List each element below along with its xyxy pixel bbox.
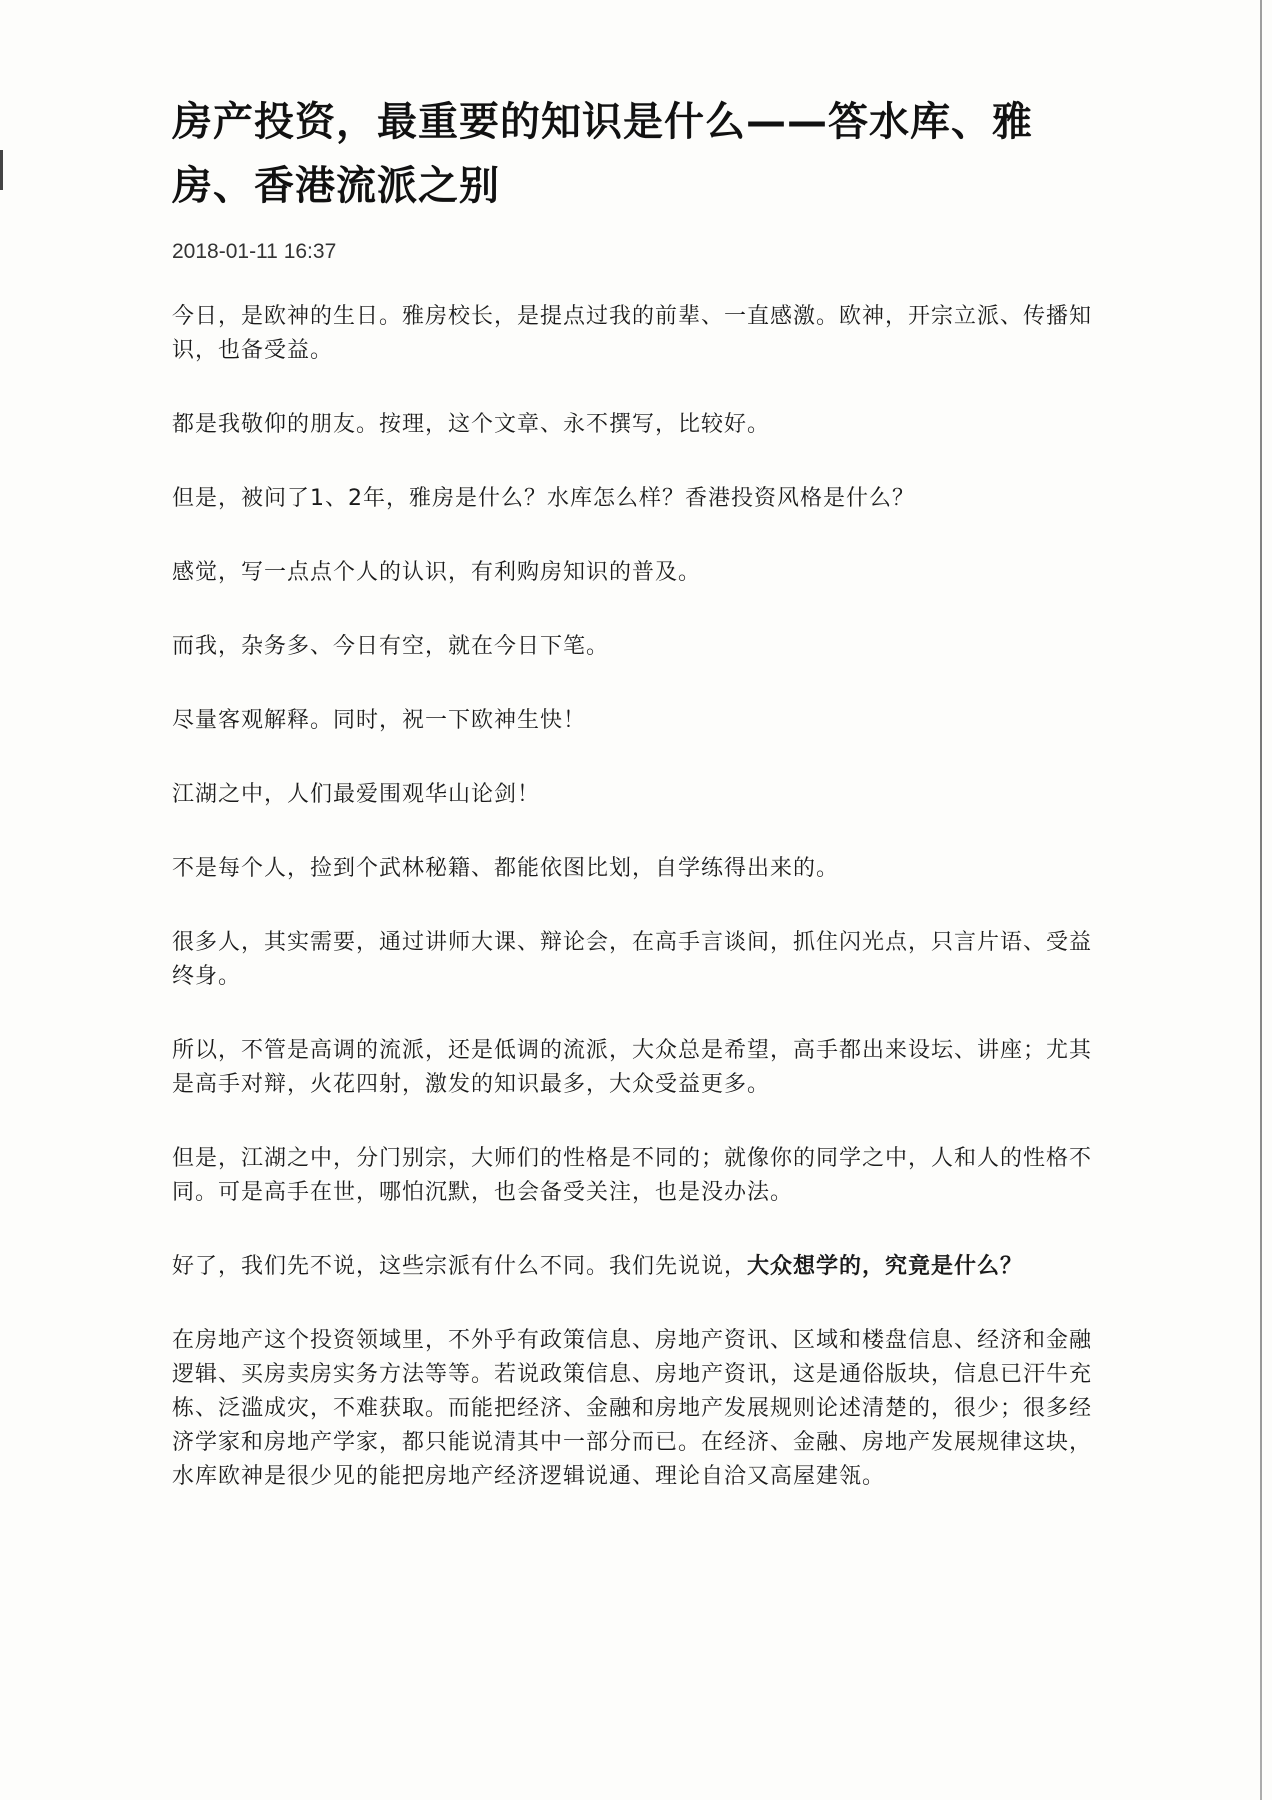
- article-title: 房产投资，最重要的知识是什么——答水库、雅房、香港流派之别: [172, 99, 1033, 209]
- paragraph: 但是，被问了1、2年，雅房是什么？水库怎么样？香港投资风格是什么？: [172, 486, 915, 511]
- paragraph: 都是我敬仰的朋友。按理，这个文章、永不撰写，比较好。: [172, 412, 771, 437]
- paragraph: 所以，不管是高调的流派，还是低调的流派，大众总是希望，高手都出来设坛、讲座；尤其是高手对辩，火花四射，激发的知识最多，大众受益更多。: [172, 1038, 1093, 1097]
- paragraph-last: 在房地产这个投资领域里，不外乎有政策信息、房地产资讯、区域和楼盘信息、经济和金融逻辑、买房卖房实务方法等等。若说政策信息、房地产资讯，这是通俗版块，信息已汗牛充栋、泛滥成灾，不难获取。而能把经济、金融和房地产发展规则论述清楚的，很少；很多经济学家和房地产学家，都只能说清其中一部分而已。在经济、金融、房地产发展规律这块，水库欧神是很少见的能把房地产经济逻辑说通、理论自洽又高屋建瓴。: [172, 1328, 1093, 1489]
- article-date: 2018-01-11 16:37: [172, 240, 337, 263]
- question-paragraph: [172, 1250, 1092, 1284]
- article: [172, 90, 1092, 1534]
- paragraph: 尽量客观解释。同时，祝一下欧神生快！: [172, 708, 587, 733]
- paragraph: 不是每个人，捡到个武林秘籍、都能依图比划，自学练得出来的。: [172, 856, 840, 881]
- scan-edge-line: [1260, 0, 1262, 1800]
- paragraph: 感觉，写一点点个人的认识，有利购房知识的普及。: [172, 560, 702, 585]
- paragraph: 而我，杂务多、今日有空，就在今日下笔。: [172, 634, 610, 659]
- question-bold: 大众想学的，究竟是什么？: [747, 1254, 1024, 1279]
- paragraph: 但是，江湖之中，分门别宗，大师们的性格是不同的；就像你的同学之中，人和人的性格不同。可是高手在世，哪怕沉默，也会备受关注，也是没办法。: [172, 1146, 1093, 1205]
- paragraph: 江湖之中，人们最爱围观华山论剑！: [172, 782, 541, 807]
- scan-edge-mark: [0, 150, 3, 190]
- question-prefix: 好了，我们先不说，这些宗派有什么不同。我们先说说，: [172, 1254, 748, 1279]
- paragraph: 今日，是欧神的生日。雅房校长，是提点过我的前辈、一直感激。欧神，开宗立派、传播知识，也备受益。: [172, 304, 1093, 363]
- paragraph: 很多人，其实需要，通过讲师大课、辩论会，在高手言谈间，抓住闪光点，只言片语、受益终身。: [172, 930, 1093, 989]
